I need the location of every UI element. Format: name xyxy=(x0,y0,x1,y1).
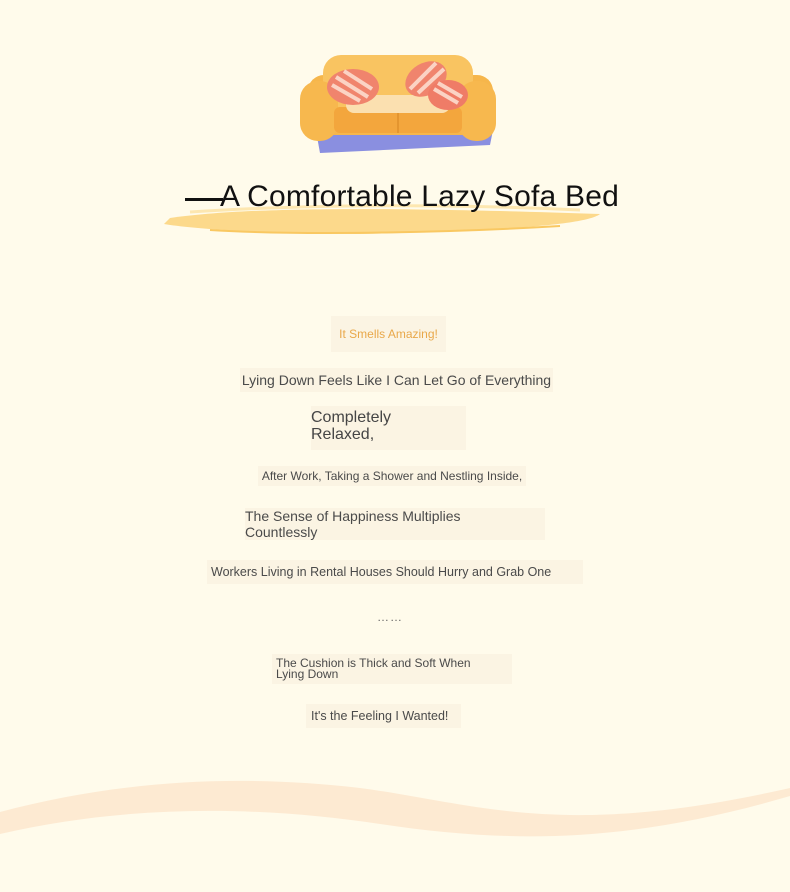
text-happiness xyxy=(245,508,545,540)
text-completely-relaxed-label: Completely Relaxed, xyxy=(311,409,392,443)
ellipsis-divider: …… xyxy=(377,610,403,624)
sofa-illustration xyxy=(298,45,498,157)
text-completely-relaxed xyxy=(311,406,466,450)
text-feeling: It's the Feeling I Wanted! xyxy=(306,704,461,728)
title-dash xyxy=(185,198,223,201)
wave-decoration xyxy=(0,760,790,892)
text-workers: Workers Living in Rental Houses Should Hurry and Grab One xyxy=(207,560,583,584)
text-smells-amazing: It Smells Amazing! xyxy=(331,316,446,352)
page-title: A Comfortable Lazy Sofa Bed xyxy=(220,180,619,213)
text-cushion-label: The Cushion is Thick and Soft When Lying Down xyxy=(276,656,471,681)
text-lying-down: Lying Down Feels Like I Can Let Go of Everything xyxy=(240,368,553,392)
text-happiness-label: The Sense of Happiness Multiplies Countlessly xyxy=(245,508,461,540)
text-cushion xyxy=(272,654,512,684)
text-after-work: After Work, Taking a Shower and Nestling Inside, xyxy=(258,466,526,486)
